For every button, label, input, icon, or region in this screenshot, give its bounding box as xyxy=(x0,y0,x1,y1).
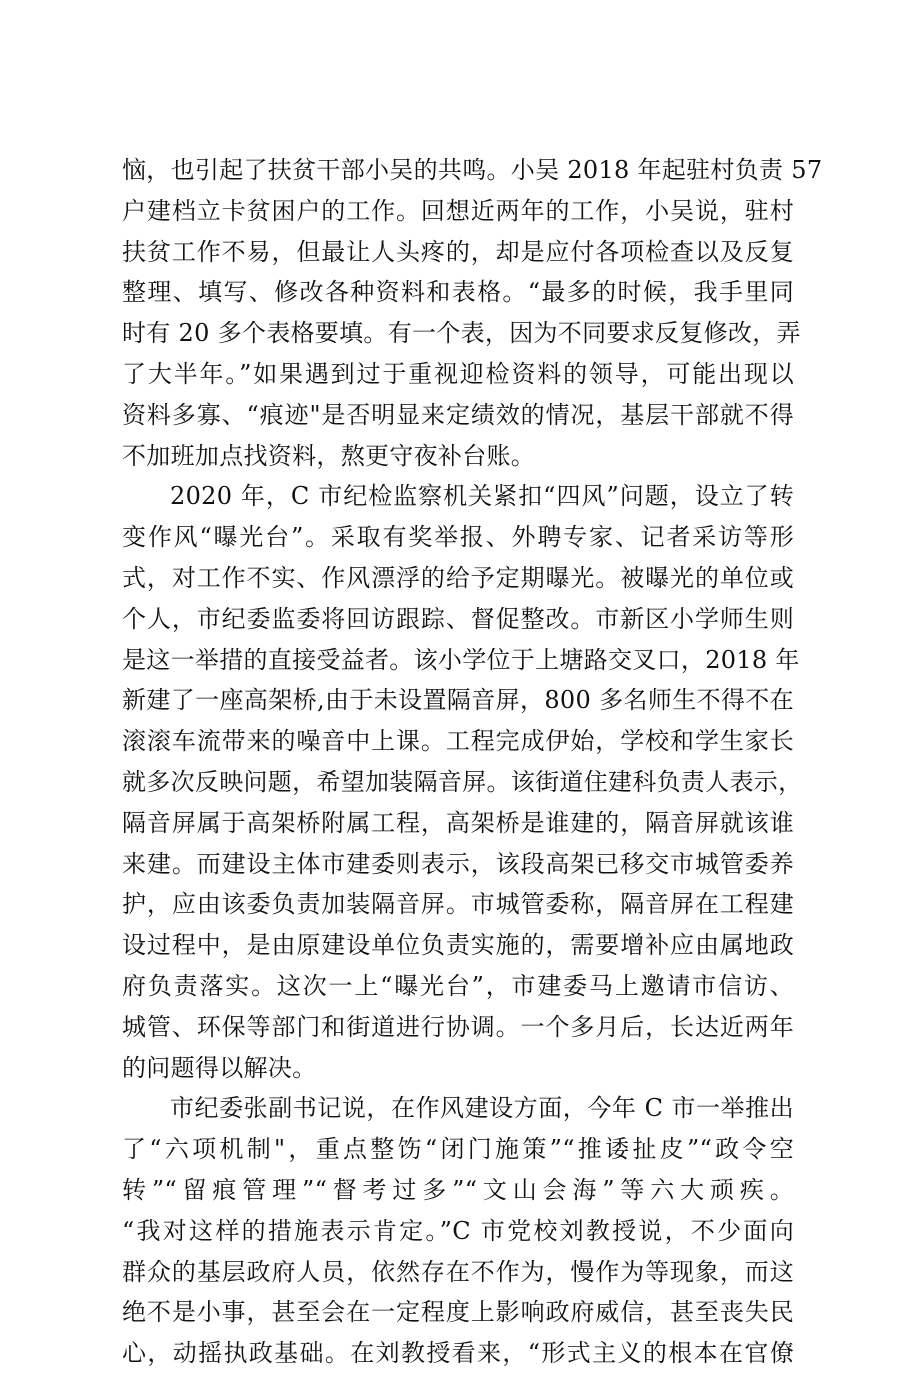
text-line: 了大半年。”如果遇到过于重视迎检资料的领导，可能出现以 xyxy=(122,359,794,388)
text-line: 式，对工作不实、作风漂浮的给予定期曝光。被曝光的单位或 xyxy=(122,563,794,592)
text-line: 来建。而建设主体市建委则表示，该段高架已移交市城管委养 xyxy=(122,849,794,878)
text-line: 资料多寡、“痕迹"是否明显来定绩效的情况，基层干部就不得 xyxy=(122,400,794,429)
text-line: 心，动摇执政基础。在刘教授看来，“形式主义的根本在官僚 xyxy=(122,1339,794,1368)
text-line: 隔音屏属于高架桥附属工程，高架桥是谁建的，隔音屏就该谁 xyxy=(122,808,794,837)
text-line: 新建了一座高架桥,由于未设置隔音屏，800 多名师生不得不在 xyxy=(122,686,794,715)
text-line: 的问题得以解决。 xyxy=(122,1053,317,1082)
body-text xyxy=(122,150,823,1374)
text-line: 市纪委张副书记说，在作风建设方面，今年 C 市一举推出 xyxy=(170,1094,794,1123)
text-line: 群众的基层政府人员，依然存在不作为，慢作为等现象，而这 xyxy=(122,1257,794,1286)
text-line: 转”“留痕管理”“督考过多”“文山会海”等六大顽疾。 xyxy=(122,1175,794,1204)
text-line: 恼，也引起了扶贫干部小吴的共鸣。小吴 2018 年起驻村负责 57 xyxy=(122,156,823,184)
text-line: 了“六项机制"，重点整饬“闭门施策”“推诿扯皮”“政令空 xyxy=(122,1135,794,1164)
text-line: 户建档立卡贫困户的工作。回想近两年的工作，小吴说，驻村 xyxy=(122,196,794,225)
text-line: 变作风“曝光台”。采取有奖举报、外聘专家、记者采访等形 xyxy=(122,523,794,552)
text-line: 护，应由该委负责加装隔音屏。市城管委称，隔音屏在工程建 xyxy=(122,890,794,919)
text-line: 个人，市纪委监委将回访跟踪、督促整改。市新区小学师生则 xyxy=(122,604,794,633)
text-line: 不加班加点找资料，熬更守夜补台账。 xyxy=(122,441,536,470)
text-line: 时有 20 多个表格要填。有一个表，因为不同要求反复修改，弄 xyxy=(122,319,801,348)
text-line: 设过程中，是由原建设单位负责实施的，需要增补应由属地政 xyxy=(122,931,794,960)
paragraph-3 xyxy=(122,1088,794,1374)
text-line: 滚滚车流带来的噪音中上课。工程完成伊始，学校和学生家长 xyxy=(122,727,794,756)
paragraph-1 xyxy=(122,150,823,476)
paragraph-2 xyxy=(122,476,803,1088)
text-line: 府负责落实。这次一上“曝光台”，市建委马上邀请市信访、 xyxy=(122,971,794,1000)
text-line: 2020 年，C 市纪检监察机关紧扣“四风”问题，设立了转 xyxy=(170,482,794,511)
text-line: 整理、填写、修改各种资料和表格。“最多的时候，我手里同 xyxy=(122,278,794,307)
text-line: 城管、环保等部门和街道进行协调。一个多月后，长达近两年 xyxy=(122,1012,794,1041)
text-line: 扶贫工作不易，但最让人头疼的，却是应付各项检查以及反复 xyxy=(122,237,794,266)
text-line: “我对这样的措施表示肯定。”C 市党校刘教授说，不少面向 xyxy=(122,1216,794,1245)
text-line: 就多次反映问题，希望加装隔音屏。该街道住建科负责人表示， xyxy=(122,767,803,796)
text-line: 是这一举措的直接受益者。该小学位于上塘路交叉口，2018 年 xyxy=(122,645,800,674)
text-line: 绝不是小事，甚至会在一定程度上影响政府威信，甚至丧失民 xyxy=(122,1298,794,1327)
